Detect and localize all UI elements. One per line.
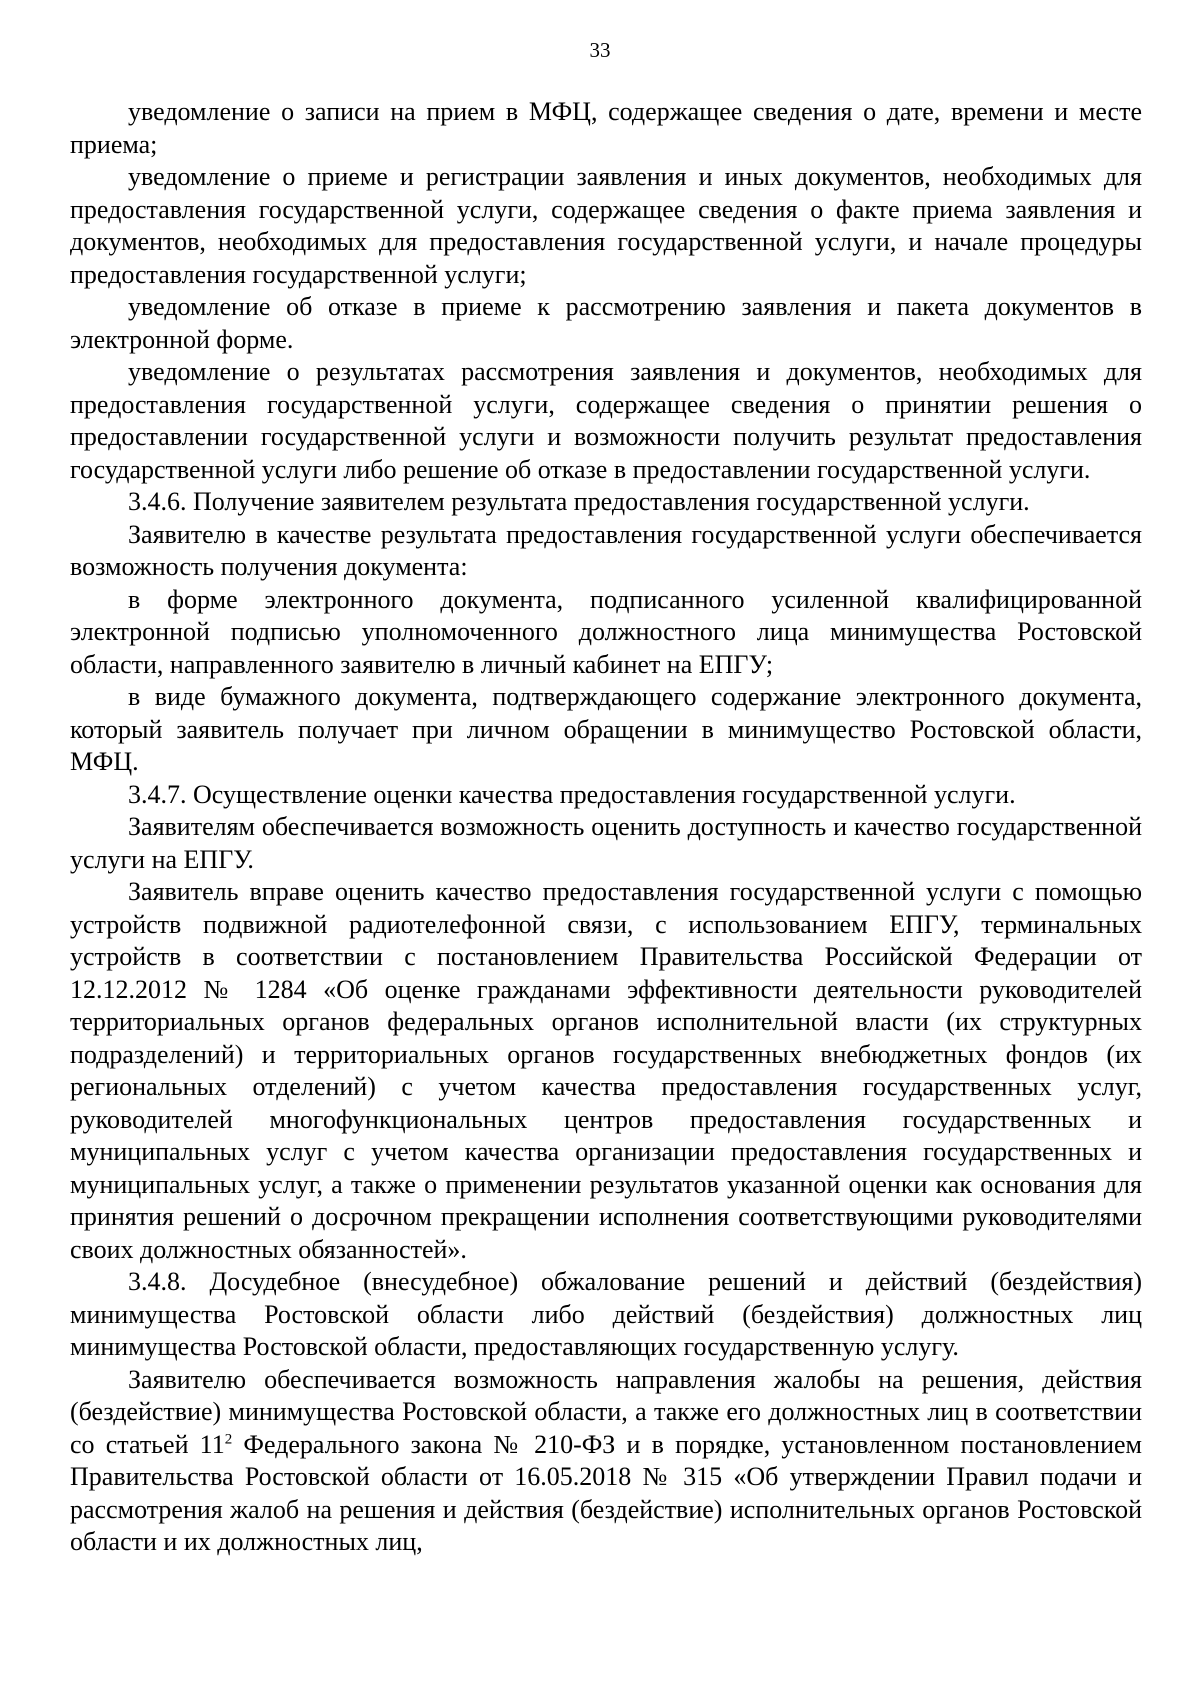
complaint-text-end: Федерального закона № 210-ФЗ и в порядке, установленном постановлением Правительства Ростовской области от 16.05.2018 № 315 «Об утверждении Правил подачи и рассмотрения жалоб на решения и действия (бездействие) исполнительных органов Ростовской области и их должностных лиц, xyxy=(70,1429,1142,1556)
paragraph-notice-results: уведомление о результатах рассмотрения заявления и документов, необходимых для предоставления государственной услуги, содержащее сведения о принятии решения о предоставлении государственной услуги и возможности получить результат предоставления государственной услуги либо решение об отказе в предоставлении государственной услуги. xyxy=(70,357,1142,484)
paragraph-quality-assessment: Заявителям обеспечивается возможность оценить доступность и качество государственной услуги на ЕПГУ. xyxy=(70,812,1142,874)
paragraph-notice-registration: уведомление о приеме и регистрации заявления и иных документов, необходимых для предоставления государственной услуги, содержащее сведения о факте приема заявления и документов, необходимых для предоставления государственной услуги, и начале процедуры предоставления государственной услуги; xyxy=(70,162,1142,289)
complaint-text-start: Заявителю обеспечивается возможность направления жалобы на решения, действия (бездействие) минимущества Ростовской области, а также его должностных лиц в соответствии со статьей 11 xyxy=(70,1364,1142,1459)
document-body xyxy=(70,96,1142,1559)
paragraph-paper-document: в виде бумажного документа, подтверждающего содержание электронного документа, который заявитель получает при личном обращении в минимущество Ростовской области, МФЦ. xyxy=(70,682,1142,776)
paragraph-electronic-document: в форме электронного документа, подписанного усиленной квалифицированной электронной подписью уполномоченного должностного лица минимущества Ростовской области, направленного заявителю в личный кабинет на ЕПГУ; xyxy=(70,584,1142,679)
paragraph-assessment-methods: Заявитель вправе оценить качество предоставления государственной услуги с помощью устройств подвижной радиотелефонной связи, с использованием ЕПГУ, терминальных устройств в соответствии с постановлением Правительства Российской Федерации от 12.12.2012 № 1284 «Об оценке гражданами эффективности деятельности руководителей территориальных органов федеральных органов исполнительной власти (их структурных подразделений) и территориальных органов государственных внебюджетных фондов (их региональных отделений) с учетом качества предоставления государственных услуг, руководителей многофункциональных центров предоставления государственных и муниципальных услуг с учетом качества организации предоставления государственных и муниципальных услуг, а также о применении результатов указанной оценки как основания для принятия решений о досрочном прекращении исполнения соответствующими руководителями своих должностных обязанностей». xyxy=(70,877,1142,1264)
paragraph-complaint xyxy=(70,1364,1142,1559)
page-number: 33 xyxy=(589,38,611,62)
article-superscript: 2 xyxy=(224,1430,233,1447)
section-heading-3-4-7: 3.4.7. Осуществление оценки качества предоставления государственной услуги. xyxy=(128,779,1016,809)
section-heading-3-4-8: 3.4.8. Досудебное (внесудебное) обжалование решений и действий (бездействия) минимущества Ростовской области либо действий (бездействия) должностных лиц минимущества Ростовской области, предоставляющих государственную услугу. xyxy=(70,1267,1142,1361)
section-heading-3-4-6: 3.4.6. Получение заявителем результата предоставления государственной услуги. xyxy=(128,487,1030,516)
paragraph-notice-refusal: уведомление об отказе в приеме к рассмотрению заявления и пакета документов в электронной форме. xyxy=(70,292,1142,354)
paragraph-result-provision: Заявителю в качестве результата предоставления государственной услуги обеспечивается возможность получения документа: xyxy=(70,519,1142,581)
paragraph-notice-appointment: уведомление о записи на прием в МФЦ, содержащее сведения о дате, времени и месте приема; xyxy=(70,97,1142,159)
